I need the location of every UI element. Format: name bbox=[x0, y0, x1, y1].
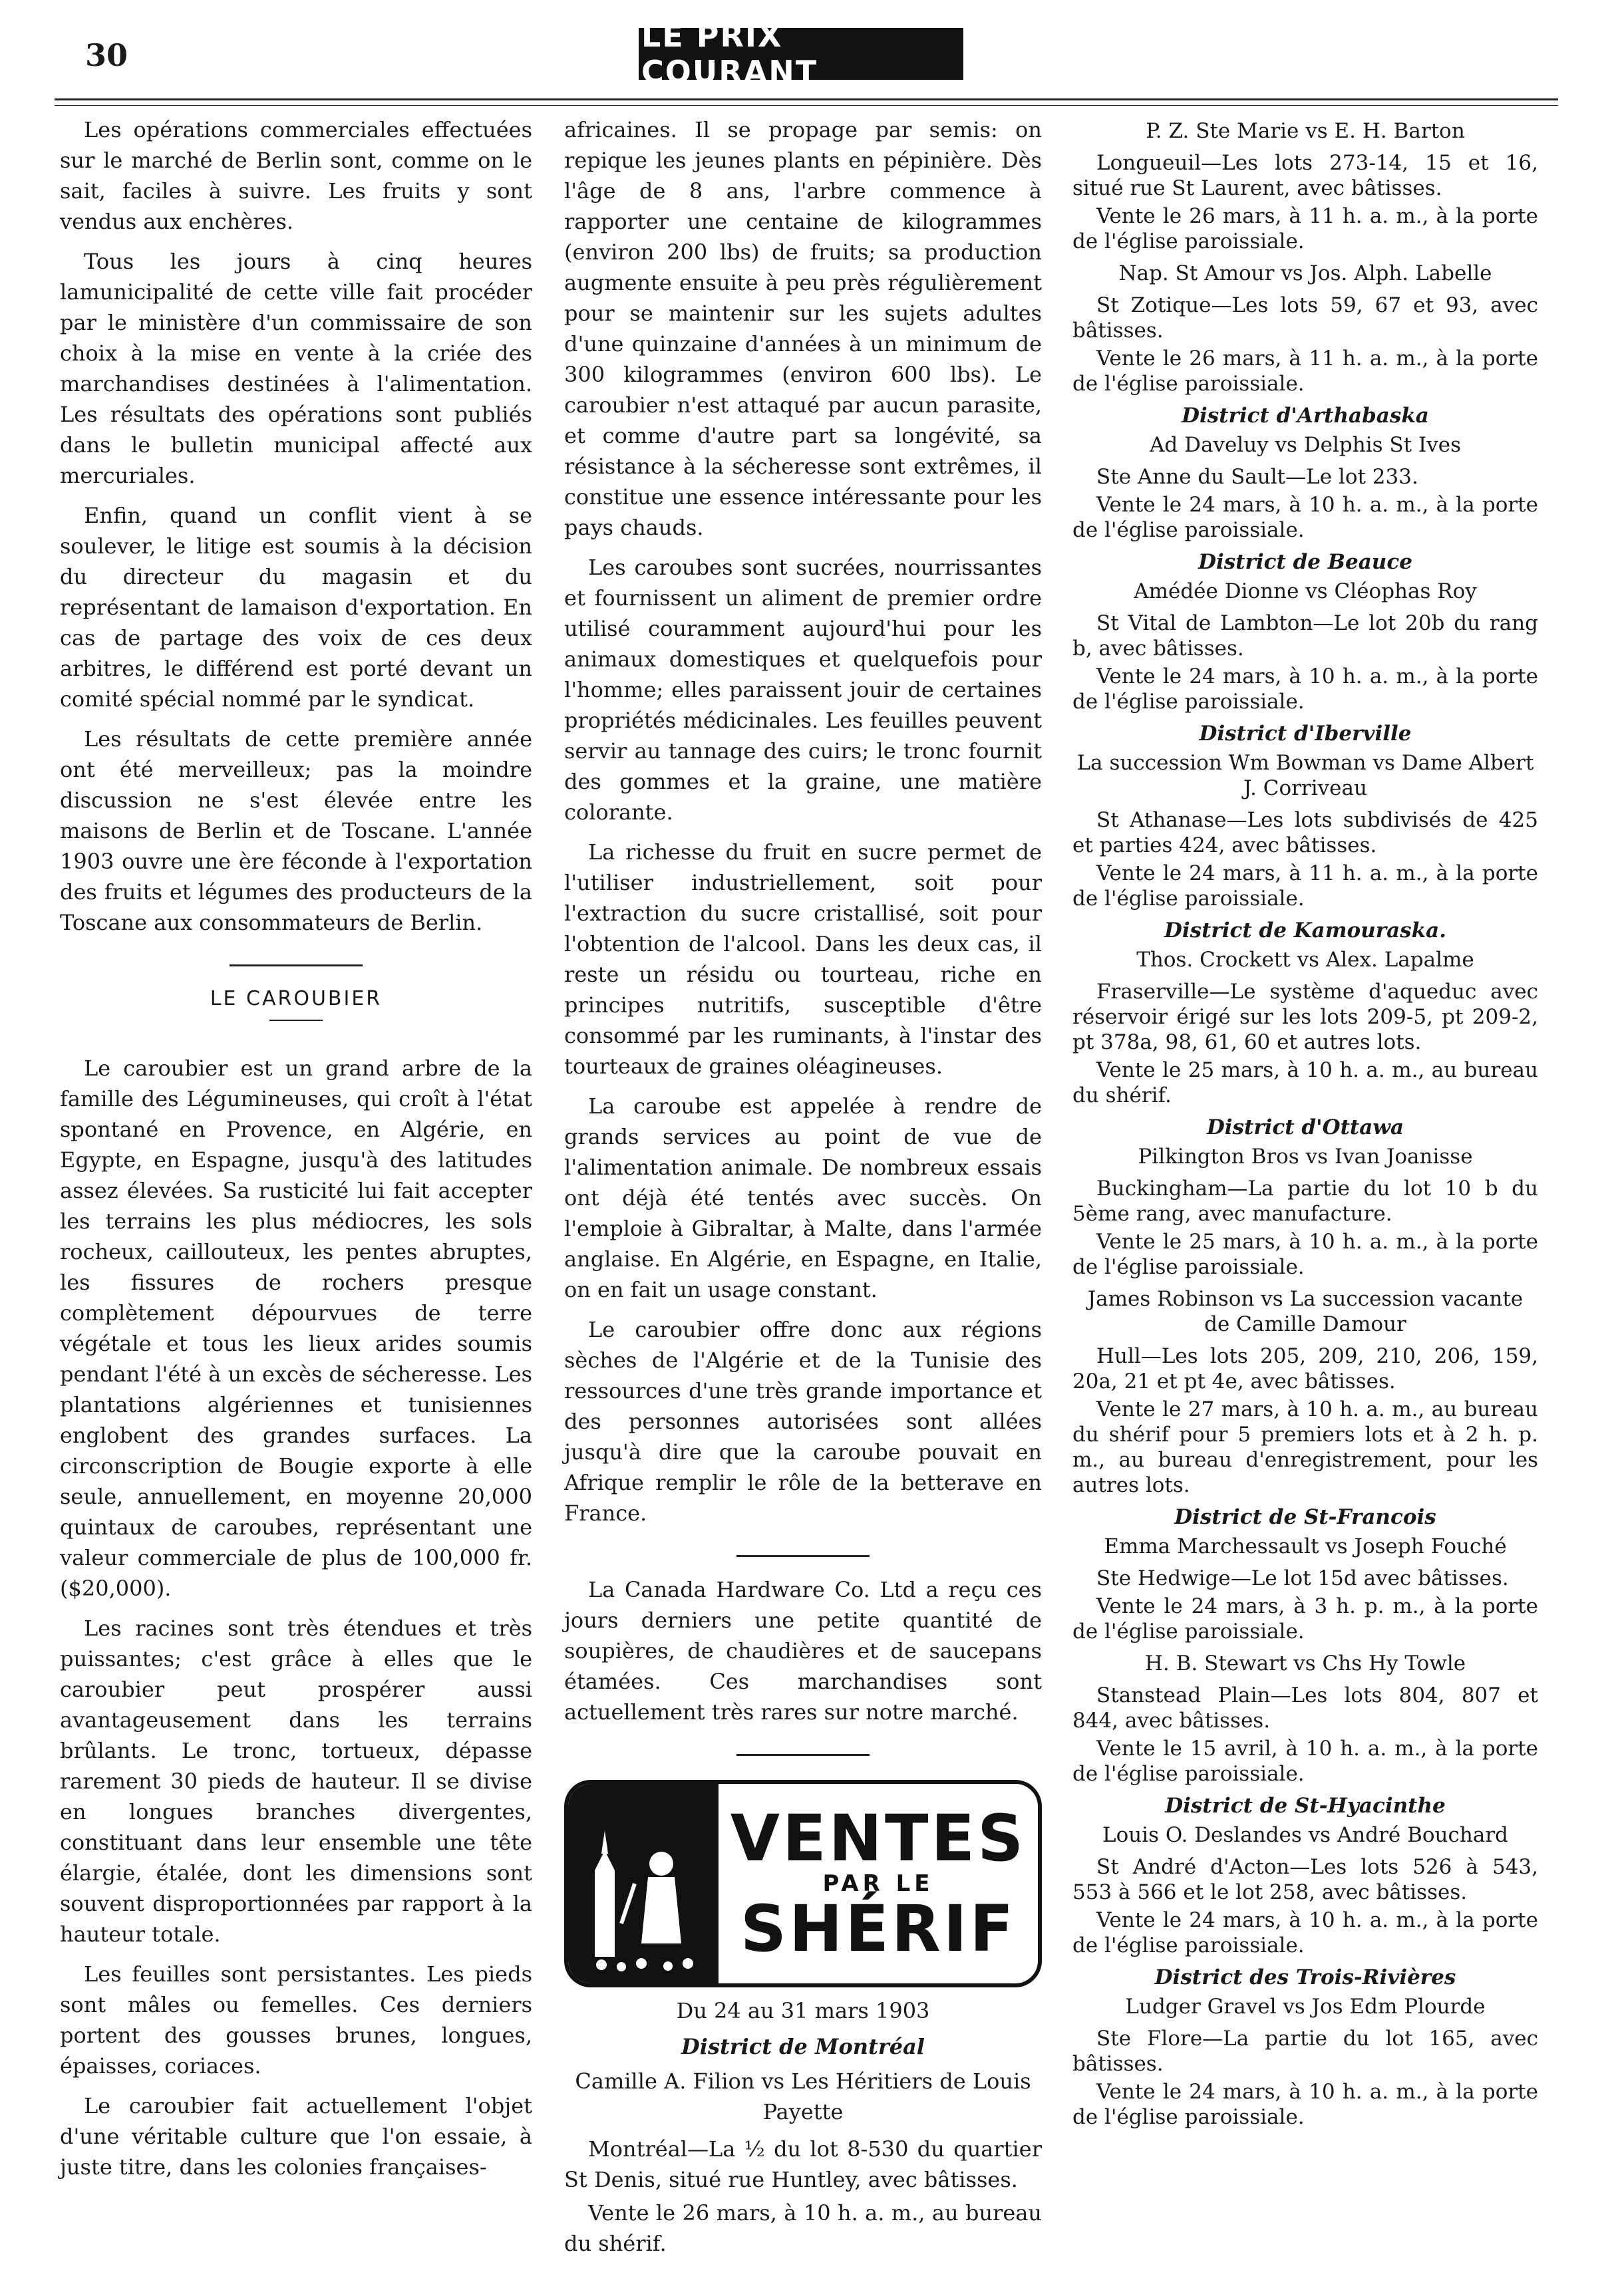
case-title: Camille A. Filion vs Les Héritiers de Louis Payette bbox=[575, 2069, 1031, 2124]
lot-description: Ste Flore—La partie du lot 165, avec bâtisses. bbox=[1072, 2027, 1538, 2076]
sheriff-sales-banner bbox=[564, 1780, 1042, 1987]
masthead-logo: LE PRIX COURANT bbox=[639, 28, 963, 80]
sale-details: Vente le 25 mars, à 10 h. a. m., à la porte de l'église paroissiale. bbox=[1072, 1230, 1538, 1279]
paragraph: Les feuilles sont persistantes. Les pieds sont mâles ou femelles. Ces derniers portent des gousses brunes, longues, épaisses, coriaces. bbox=[60, 1961, 532, 2079]
case-title: Louis O. Deslandes vs André Bouchard bbox=[1102, 1823, 1508, 1847]
title-rule bbox=[269, 1020, 323, 1021]
section-separator bbox=[736, 1555, 870, 1557]
lot-description: Ste Anne du Sault—Le lot 233. bbox=[1096, 465, 1418, 489]
section-separator bbox=[736, 1754, 870, 1756]
case-title: Ad Daveluy vs Delphis St Ives bbox=[1150, 433, 1461, 457]
sale-details: Vente le 24 mars, à 11 h. a. m., à la porte de l'église paroissiale. bbox=[1072, 861, 1538, 911]
lot-description: St Zotique—Les lots 59, 67 et 93, avec bâtisses. bbox=[1072, 293, 1538, 343]
sale-details: Vente le 24 mars, à 10 h. a. m., à la porte de l'église paroissiale. bbox=[1072, 493, 1538, 542]
case-title: James Robinson vs La succession vacante de Camille Damour bbox=[1087, 1287, 1524, 1336]
lot-description: St Vital de Lambton—Le lot 20b du rang b, avec bâtisses. bbox=[1072, 611, 1538, 660]
lot-description: Ste Hedwige—Le lot 15d avec bâtisses. bbox=[1096, 1566, 1509, 1590]
paragraph: Les résultats de cette première année ont été merveilleux; pas la moindre discussion ne s'est élevée entre les maisons de Berlin et de Toscane. L'année 1903 ouvre une ère féconde à l'exportation des fruits et légumes des producteurs de la Toscane aux consommateurs de Berlin. bbox=[60, 726, 532, 935]
sheriff-illustration-icon bbox=[568, 1784, 719, 1983]
case-title: Emma Marchessault vs Joseph Fouché bbox=[1104, 1534, 1507, 1558]
district-heading: District de Beauce bbox=[1198, 550, 1412, 574]
lot-description: St André d'Acton—Les lots 526 à 543, 553 à 566 et le lot 258, avec bâtisses. bbox=[1072, 1855, 1538, 1904]
section-separator bbox=[230, 964, 363, 966]
sale-details: Vente le 24 mars, à 10 h. a. m., à la porte de l'église paroissiale. bbox=[1072, 664, 1538, 714]
sale-details: Vente le 27 mars, à 10 h. a. m., au bureau du shérif pour 5 premiers lots et à 2 h. p. m., au bureau d'enregistrement, pour les autres lots. bbox=[1072, 1397, 1538, 1497]
banner-sherif: SHÉRIF bbox=[740, 1892, 1017, 1966]
paragraph: Le caroubier offre donc aux régions sèches de l'Algérie et de la Tunisie des ressources d'une très grande importance et des personnes autorisées sont allées jusqu'à dire que la caroube pouvait en Afrique remplir le rôle de la betterave en France. bbox=[564, 1317, 1042, 1526]
case-title: Thos. Crockett vs Alex. Lapalme bbox=[1136, 948, 1474, 972]
district-heading: District de St-Hyacinthe bbox=[1165, 1794, 1446, 1818]
lot-description: Longueuil—Les lots 273-14, 15 et 16, situé rue St Laurent, avec bâtisses. bbox=[1072, 151, 1538, 200]
sale-dates: Du 24 au 31 mars 1903 bbox=[676, 1998, 930, 2023]
sale-details: Vente le 26 mars, à 11 h. a. m., à la porte de l'église paroissiale. bbox=[1072, 347, 1538, 396]
hardware-notice: La Canada Hardware Co. Ltd a reçu ces jours derniers une petite quantité de soupières, de chaudières et de saucepans étamées. Ces marchandises sont actuellement très rares sur notre marché. bbox=[564, 1577, 1042, 1725]
case-title: P. Z. Ste Marie vs E. H. Barton bbox=[1146, 119, 1465, 143]
paragraph: Les caroubes sont sucrées, nourrissantes et fournissent un aliment de premier ordre utilisé couramment aujourd'hui pour les animaux domestiques et quelquefois pour l'homme; elles paraissent jouir de certaines propriétés médicinales. Les feuilles peuvent servir au tannage des cuirs; le tronc fournit des gommes et la graine, une matière colorante. bbox=[564, 555, 1042, 825]
lot-description: St Athanase—Les lots subdivisés de 425 et parties 424, avec bâtisses. bbox=[1072, 808, 1538, 857]
sale-details: Vente le 15 avril, à 10 h. a. m., à la porte de l'église paroissiale. bbox=[1072, 1737, 1538, 1786]
lot-description: Buckingham—La partie du lot 10 b du 5ème rang, avec manufacture. bbox=[1072, 1177, 1538, 1226]
case-title: La succession Wm Bowman vs Dame Albert J. Corriveau bbox=[1076, 751, 1534, 800]
district-heading: District de Montréal bbox=[681, 2034, 925, 2059]
paragraph: La richesse du fruit en sucre permet de l'utiliser industriellement, soit pour l'extraction du sucre cristallisé, soit pour l'obtention de l'alcool. Dans les deux cas, il reste un résidu ou tourteau, riche en principes nutritifs, susceptible d'être consommé par les ruminants, à l'instar des tourteaux de graines oléagineuses. bbox=[564, 839, 1042, 1079]
sale-details: Vente le 24 mars, à 10 h. a. m., à la porte de l'église paroissiale. bbox=[1072, 2080, 1538, 2129]
sale-details: Vente le 26 mars, à 11 h. a. m., à la porte de l'église paroissiale. bbox=[1072, 204, 1538, 253]
paragraph: Le caroubier fait actuellement l'objet d'une véritable culture que l'on essaie, à juste titre, dans les colonies françaises- bbox=[60, 2093, 532, 2180]
sale-details: Vente le 24 mars, à 10 h. a. m., à la porte de l'église paroissiale. bbox=[1072, 1908, 1538, 1957]
banner-par-le: PAR LE bbox=[822, 1870, 934, 1897]
case-title: Ludger Gravel vs Jos Edm Plourde bbox=[1125, 1995, 1486, 2019]
banner-text bbox=[719, 1784, 1038, 1983]
paragraph: africaines. Il se propage par semis: on repique les jeunes plants en pépinière. Dès l'âge de 8 ans, l'arbre commence à rapporter une centaine de kilogrammes (environ 200 lbs) de fruits; sa production augmente ensuite à peu près régulièrement pour se maintenir sur les sujets adultes d'une quinzaine d'années à un minimum de 300 kilogrammes (environ 600 lbs). Le caroubier n'est attaqué par aucun parasite, et comme d'autre part sa longévité, sa résistance à la sécheresse sont extrêmes, il constitue une essence intéressante pour les pays chauds. bbox=[564, 117, 1042, 540]
column-3 bbox=[1072, 114, 1538, 2136]
page-number: 30 bbox=[85, 37, 128, 73]
banner-ventes: VENTES bbox=[730, 1801, 1027, 1876]
paragraph: Tous les jours à cinq heures lamunicipalité de cette ville fait procéder par le ministère d'un commissaire de son choix à la mise en vente à la criée des marchandises destinées à l'alimentation. Les résultats des opérations sont publiés dans le bulletin municipal affecté aux mercuriales. bbox=[60, 249, 532, 488]
lot-description: Montréal—La ½ du lot 8-530 du quartier St Denis, situé rue Huntley, avec bâtisses. bbox=[564, 2136, 1042, 2192]
district-heading: District d'Iberville bbox=[1199, 722, 1412, 746]
sale-details: Vente le 26 mars, à 10 h. a. m., au bureau du shérif. bbox=[564, 2200, 1042, 2256]
header-rule-thin bbox=[55, 105, 1558, 106]
case-title: H. B. Stewart vs Chs Hy Towle bbox=[1144, 1651, 1466, 1675]
paragraph: Les opérations commerciales effectuées sur le marché de Berlin sont, comme on le sait, faciles à suivre. Les fruits y sont vendus aux enchères. bbox=[60, 117, 532, 234]
sale-details: Vente le 25 mars, à 10 h. a. m., au bureau du shérif. bbox=[1072, 1058, 1538, 1107]
column-2 bbox=[564, 114, 1042, 2265]
lot-description: Hull—Les lots 205, 209, 210, 206, 159, 20a, 21 et pt 4e, avec bâtisses. bbox=[1072, 1344, 1538, 1393]
case-title: Pilkington Bros vs Ivan Joanisse bbox=[1138, 1145, 1473, 1169]
column-1 bbox=[60, 114, 532, 2192]
case-title: Amédée Dionne vs Cléophas Roy bbox=[1134, 579, 1477, 603]
paragraph: Le caroubier est un grand arbre de la famille des Légumineuses, qui croît à l'état spontané en Provence, en Algérie, en Egypte, en Espagne, jusqu'à des latitudes assez élevées. Sa rusticité lui fait accepter les terrains les plus médiocres, les sols rocheux, caillouteux, les pentes abruptes, les fissures de rochers presque complètement dépourvues de terre végétale et tous les lieux arides soumis pendant l'été à un excès de sécheresse. Les plantations algériennes et tunisiennes englobent des grandes surfaces. La circonscription de Bougie exporte à elle seule, annuellement, en moyenne 20,000 quintaux de caroubes, représentant une valeur commerciale de plus de 100,000 fr. ($20,000). bbox=[60, 1056, 532, 1601]
sale-details: Vente le 24 mars, à 3 h. p. m., à la porte de l'église paroissiale. bbox=[1072, 1594, 1538, 1644]
paragraph: La caroube est appelée à rendre de grands services au point de vue de l'alimentation animale. De nombreux essais ont déjà été tentés avec succès. On l'emploie à Gibraltar, à Malte, dans l'armée anglaise. En Algérie, en Espagne, en Italie, on en fait un usage constant. bbox=[564, 1093, 1042, 1302]
district-heading: District d'Ottawa bbox=[1206, 1115, 1404, 1139]
section-title: LE CAROUBIER bbox=[210, 987, 383, 1010]
case-title: Nap. St Amour vs Jos. Alph. Labelle bbox=[1118, 261, 1492, 285]
lot-description: Stanstead Plain—Les lots 804, 807 et 844, avec bâtisses. bbox=[1072, 1683, 1538, 1733]
header-rule bbox=[55, 98, 1558, 100]
district-heading: District d'Arthabaska bbox=[1182, 404, 1429, 428]
lot-description: Fraserville—Le système d'aqueduc avec réservoir érigé sur les lots 209-5, pt 209-2, pt 378a, 98, 61, 60 et autres lots. bbox=[1072, 980, 1538, 1054]
district-heading: District de St-Francois bbox=[1174, 1505, 1436, 1529]
district-heading: District de Kamouraska. bbox=[1164, 919, 1446, 942]
paragraph: Les racines sont très étendues et très puissantes; c'est grâce à elles que le caroubier peut prospérer aussi avantageusement dans les terrains brûlants. Le tronc, tortueux, dépasse rarement 30 pieds de hauteur. Il se divise en longues branches divergentes, constituant dans leur ensemble une tête élargie, étalée, dont les dimensions sont souvent disproportionnées par rapport à la hauteur totale. bbox=[60, 1616, 532, 1947]
paragraph: Enfin, quand un conflit vient à se soulever, le litige est soumis à la décision du directeur du magasin et du représentant de lamaison d'exportation. En cas de partage des voix de ces deux arbitres, le différend est porté devant un comité spécial nommé par le syndicat. bbox=[60, 503, 532, 712]
district-heading: District des Trois-Rivières bbox=[1154, 1965, 1456, 1989]
